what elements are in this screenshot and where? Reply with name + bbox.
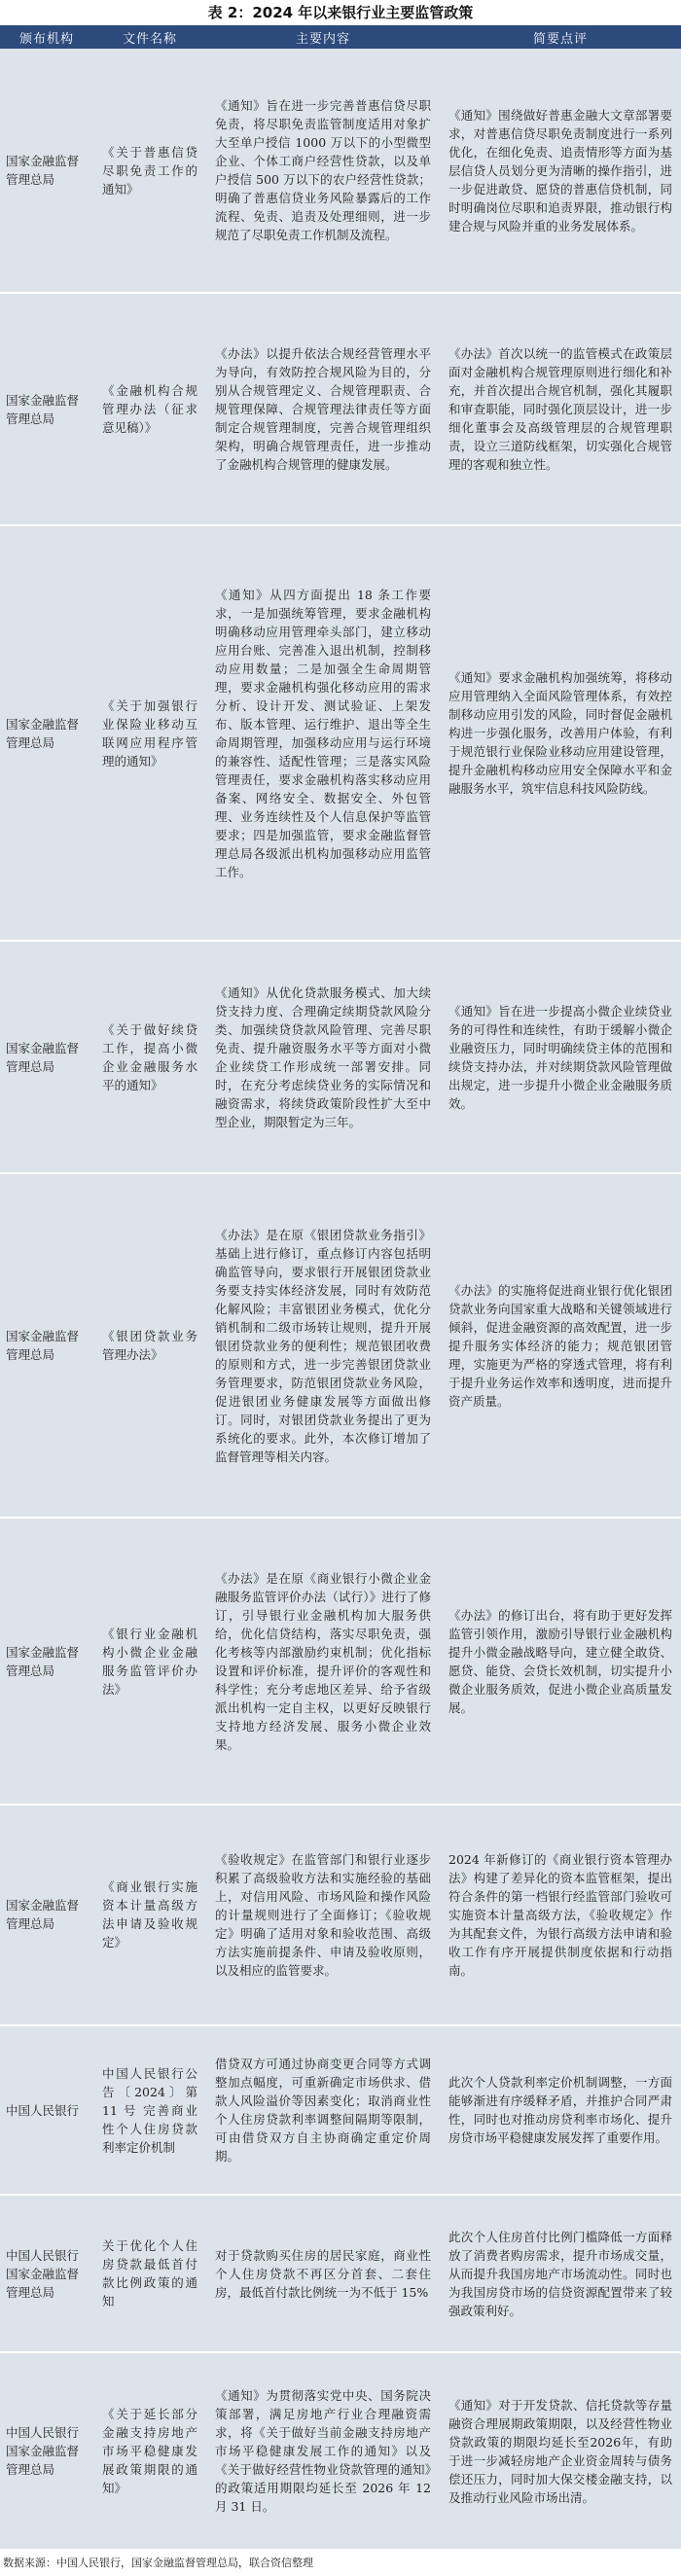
cell-document: 《关于普惠信贷尽职免责工作的通知》 — [93, 49, 206, 293]
cell-document: 中国人民银行公告〔2024〕第 11 号 完善商业性个人住房贷款利率定价机制 — [93, 2025, 206, 2195]
cell-institution: 国家金融监督管理总局 — [0, 293, 93, 525]
cell-content: 《通知》旨在进一步完善普惠信贷尽职免责，将尽职免责监管制度适用对象扩大至单户授信 1000 万以下的小型微型企业、个体工商户经营性贷款，以及单户授信 500 万以下的农户经营性贷款；明确了普惠信贷业务风险暴露后的工作流程、免责、追责及处理细则，进一步规范了尽职免责工作机制及流程。 — [206, 49, 440, 293]
cell-content: 《通知》从优化贷款服务模式、加大续贷支持力度、合理确定续期贷款风险分类、加强续贷贷款风险管理、完善尽职免责、提升融资服务水平等方面对小微企业续贷工作形成统一部署安排。同时，在充分考虑续贷业务的实际情况和融资需求，将续贷政策阶段性扩大至中型企业，期限暂定为三年。 — [206, 941, 440, 1173]
cell-institution: 国家金融监督管理总局 — [0, 941, 93, 1173]
cell-content: 《办法》以提升依法合规经营管理水平为导向，有效防控合规风险为目的，分别从合规管理定义、合规管理职责、合规管理保障、合规管理法律责任等方面制定合规管理制度，完善合规管理组织架构，明确合规管理责任，进一步推动了金融机构合规管理的健康发展。 — [206, 293, 440, 525]
cell-document: 《关于加强银行业保险业移动互联网应用程序管理的通知》 — [93, 525, 206, 941]
cell-content: 《通知》从四方面提出 18 条工作要求，一是加强统筹管理，要求金融机构明确移动应用管理牵头部门，建立移动应用台账、完善准入退出机制，控制移动应用数量；二是加强全生命周期管理，要求金融机构强化移动应用的需求分析、设计开发、测试验证、上架发布、版本管理、运行维护、退出等全生命周期管理，加强移动应用与运行环境的兼容性、适配性管理；三是落实风险管理责任，要求金融机构落实移动应用备案、网络安全、数据安全、外包管理、业务连续性及个人信息保护等监管要求；四是加强监管，要求金融监督管理总局各级派出机构加强移动应用监管工作。 — [206, 525, 440, 941]
cell-comment: 此次个人住房首付比例门槛降低一方面释放了消费者购房需求，提升市场成交量，从而提升我国房地产市场流动性。同时也为我国房贷市场的信贷资源配置带来了较强政策利好。 — [440, 2195, 681, 2352]
table-row — [0, 49, 681, 293]
regulatory-policy-table — [0, 25, 681, 2551]
data-source-note: 数据来源：中国人民银行，国家金融监督管理总局，联合资信整理 — [3, 2557, 313, 2569]
table-row — [0, 293, 681, 525]
cell-comment: 《通知》旨在进一步提高小微企业续贷业务的可得性和连续性，有助于缓解小微企业融资压力，同时明确续贷主体的范围和续贷支持办法，并对续期贷款风险管理做出规定，进一步提升小微企业金融服务质效。 — [440, 941, 681, 1173]
cell-comment: 《通知》要求金融机构加强统筹，将移动应用管理纳入全面风险管理体系，有效控制移动应用引发的风险，同时督促金融机构进一步强化服务，改善用户体验，有利于规范银行业保险业移动应用建设管理，提升金融机构移动应用安全保障水平和金融服务水平，筑牢信息科技风险防线。 — [440, 525, 681, 941]
header-institution: 颁布机构 — [0, 25, 93, 49]
table-row — [0, 1805, 681, 2025]
cell-institution: 国家金融监督管理总局 — [0, 1805, 93, 2025]
cell-comment: 《办法》首次以统一的监管模式在政策层面对金融机构合规管理原则进行细化和补充，并首次提出合规官机制，强化其履职和审查职能，同时强化顶层设计，进一步细化董事会及高级管理层的合规管理职责，设立三道防线框架，切实强化合规管理的客观和独立性。 — [440, 293, 681, 525]
cell-comment: 《办法》的修订出台，将有助于更好发挥监管引领作用，激励引导银行业金融机构提升小微金融战略导向，建立健全敢贷、愿贷、能贷、会贷长效机制，切实提升小微企业服务质效，促进小微企业高质量发展。 — [440, 1518, 681, 1805]
cell-content: 《办法》是在原《商业银行小微企业金融服务监管评价办法（试行）》进行了修订，引导银行业金融机构加大服务供给，优化信贷结构，落实尽职免责，强化考核等内部激励约束机制；优化指标设置和评价标准，提升评价的客观性和科学性；充分考虑地区差异、给予省级派出机构一定自主权，以更好反映银行支持地方经济发展、服务小微企业效果。 — [206, 1518, 440, 1805]
cell-document: 《银行业金融机构小微企业金融服务监管评价办法》 — [93, 1518, 206, 1805]
table-header-row — [0, 25, 681, 49]
cell-institution: 中国人民银行 — [0, 2025, 93, 2195]
cell-document: 《商业银行实施资本计量高级方法申请及验收规定》 — [93, 1805, 206, 2025]
cell-document: 《关于延长部分金融支持房地产市场平稳健康发展政策期限的通知》 — [93, 2352, 206, 2550]
table-title: 表 2：2024 年以来银行业主要监管政策 — [207, 4, 474, 21]
cell-institution: 中国人民银行 国家金融监督管理总局 — [0, 2195, 93, 2352]
cell-content: 《办法》是在原《银团贷款业务指引》基础上进行修订，重点修订内容包括明确监管导向，要求银行开展银团贷款业务要支持实体经济发展，同时有效防范化解风险；丰富银团业务模式，优化分销机制和二级市场转让规则，提升开展银团贷款业务的便利性；规范银团收费的原则和方式，进一步完善银团贷款业务管理要求，防范银团贷款业务风险，促进银团业务健康发展等方面做出修订。同时，对银团贷款业务提出了更为系统化的要求。此外，本次修订增加了监督管理等相关内容。 — [206, 1173, 440, 1518]
cell-content: 《验收规定》在监管部门和银行业逐步积累了高级验收方法和实施经验的基础上，对信用风险、市场风险和操作风险的计量规则进行了全面修订；《验收规定》明确了适用对象和验收范围、高级方法实施前提条件、申请及验收原则，以及相应的监管要求。 — [206, 1805, 440, 2025]
cell-comment: 《办法》的实施将促进商业银行优化银团贷款业务向国家重大战略和关键领域进行倾斜，促进金融资源的高效配置，进一步提升服务实体经济的能力；规范银团管理，实施更为严格的穿透式管理，将有利于提升业务运作效率和透明度，进而提升资产质量。 — [440, 1173, 681, 1518]
cell-institution: 国家金融监督管理总局 — [0, 525, 93, 941]
table-row — [0, 525, 681, 941]
cell-institution: 国家金融监督管理总局 — [0, 1173, 93, 1518]
table-row — [0, 2352, 681, 2550]
cell-institution: 国家金融监督管理总局 — [0, 1518, 93, 1805]
table-row — [0, 1173, 681, 1518]
header-comment: 简要点评 — [440, 25, 681, 49]
cell-comment: 《通知》对于开发贷款、信托贷款等存量融资合理展期政策期限，以及经营性物业贷款政策的期限均延长至2026年，有助于进一步减轻房地产企业资金周转与债务偿还压力，同时加大保交楼金融支持，以及推动行业风险市场出清。 — [440, 2352, 681, 2550]
cell-content: 对于贷款购买住房的居民家庭，商业性个人住房贷款不再区分首套、二套住房，最低首付款比例统一为不低于 15% — [206, 2195, 440, 2352]
cell-document: 关于优化个人住房贷款最低首付款比例政策的通知 — [93, 2195, 206, 2352]
cell-document: 《关于做好续贷工作，提高小微企业金融服务水平的通知》 — [93, 941, 206, 1173]
cell-comment: 《通知》围绕做好普惠金融大文章部署要求，对普惠信贷尽职免责制度进行一系列优化，在细化免责、追责情形等方面为基层信贷人员划分更为清晰的操作指引，进一步促进敢贷、愿贷的普惠信贷机制，同时明确岗位尽职和追责界限，推动银行构建合规与风险并重的业务发展体系。 — [440, 49, 681, 293]
table-row — [0, 941, 681, 1173]
cell-document: 《金融机构合规管理办法（征求意见稿）》 — [93, 293, 206, 525]
header-document: 文件名称 — [93, 25, 206, 49]
cell-comment: 2024 年新修订的《商业银行资本管理办法》构建了差异化的资本监管框架，提出符合条件的第一档银行经监管部门验收可实施资本计量高级方法，《验收规定》作为其配套文件，为银行高级方法申请和验收工作有序开展提供制度依据和行动指南。 — [440, 1805, 681, 2025]
cell-comment: 此次个人贷款利率定价机制调整，一方面能够渐进有序缓释矛盾，并推护合同严肃性，同时也对推动房贷利率市场化、提升房贷市场平稳健康发展发挥了重要作用。 — [440, 2025, 681, 2195]
table-row — [0, 2195, 681, 2352]
cell-content: 《通知》为贯彻落实党中央、国务院决策部署，满足房地产行业合理融资需求，将《关于做好当前金融支持房地产市场平稳健康发展工作的通知》以及《关于做好经营性物业贷款管理的通知》的政策适用期限均延长至 2026 年 12 月 31 日。 — [206, 2352, 440, 2550]
cell-institution: 中国人民银行 国家金融监督管理总局 — [0, 2352, 93, 2550]
cell-document: 《银团贷款业务管理办法》 — [93, 1173, 206, 1518]
header-content: 主要内容 — [206, 25, 440, 49]
table-row — [0, 2025, 681, 2195]
cell-content: 借贷双方可通过协商变更合同等方式调整加点幅度，可重新确定市场供求、借款人风险溢价等因素变化；取消商业性个人住房贷款利率调整间隔期等限制，可由借贷双方自主协商确定重定价周期。 — [206, 2025, 440, 2195]
cell-institution: 国家金融监督管理总局 — [0, 49, 93, 293]
table-row — [0, 1518, 681, 1805]
